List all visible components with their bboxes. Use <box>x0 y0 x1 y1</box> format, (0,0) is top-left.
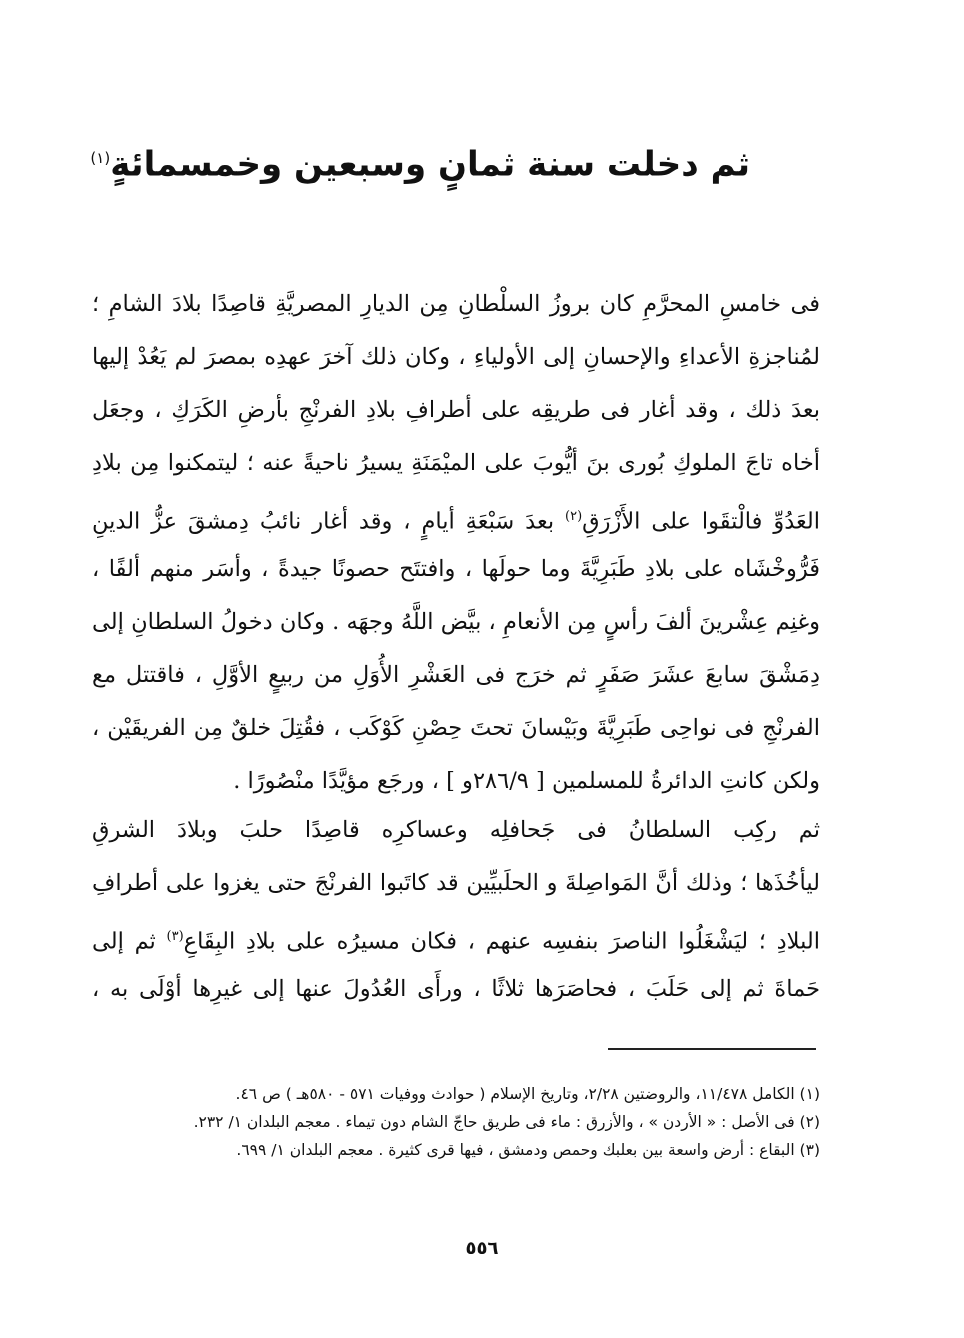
paragraph-2-line: حَماةَ ثم إلى حَلَبَ ، فحاصَرَها ثلاثًا ، ورأَى العُدُولَ عنها إلى غيرِها أوْلَى به ، <box>92 976 820 1002</box>
paragraph-1-line: فَرُّوخْشَاه على بلادِ طَبَرِيَّةَ وما حولَها ، وافتتَح حصونًا جيدةً ، وأسَر منهم ألفًا ، <box>92 556 820 582</box>
chapter-heading <box>90 128 750 194</box>
paragraph-1-line: أخاه تاجَ الملوكِ بُورى بنَ أيُّوبَ على الميْمَنَةِ يسيرُ ناحيةً عنه ؛ ليتمكنوا مِن بلادِ <box>92 450 820 476</box>
line-text: ثم إلى <box>92 928 167 955</box>
paragraph-1-line <box>92 490 820 543</box>
line-text: بعدَ سَبْعَةِ أيامٍ ، وقد أغار نائبُ دِمشقَ عزُّ الدينِ <box>92 508 566 535</box>
line-text: العَدُوِّ فالْتقَوا على الأَزْرَقِ <box>582 508 820 535</box>
footnote-1: (١) الكامل ١١/٤٧٨، والروضتين ٢/٢٨، وتاريخ الإسلام ( حوادث ووفيات ٥٧١ - ٥٨٠هـ ) ص ٤٦. <box>235 1085 820 1103</box>
footnote-ref-3: (٣) <box>166 929 184 944</box>
paragraph-2-line <box>92 910 820 963</box>
paragraph-1-line: الفرنْجِ فى نواحِى طَبَرِيَّةَ وبَيْسانَ تحتَ حِصْنِ كَوْكَب ، فقُتِلَ خلقٌ مِن الفريقَيْن ، <box>92 715 820 741</box>
paragraph-1-line: وغنِم عِشْرينَ ألفَ رأسٍ مِن الأنعامِ ، بيَّض اللَّهُ وجهَه . وكان دخولُ السلطانِ إلى <box>92 609 820 635</box>
footnote-2: (٢) فى الأصل : « الأردن » ، والأزرق : ماء فى طريق حاجّ الشام دون تيماء . معجم البلدان ١/ ٢٣٢. <box>193 1113 820 1131</box>
footnote-ref-2: (٢) <box>565 509 583 524</box>
paragraph-1-line: بعدَ ذلك ، وقد أغار فى طريقِه على أطرافِ بلادِ الفرنْجِ بأرضِ الكَرَكِ ، وجعَل <box>92 397 820 423</box>
heading-text: ثم دخلت سنة ثمانٍ وسبعين وخمسمائةٍ <box>110 144 750 185</box>
paragraph-1 <box>92 278 820 808</box>
heading-footnote-ref: (١) <box>90 149 111 167</box>
paragraph-1-line: دِمَشْقَ سابعَ عشَرَ صَفَرٍ ثم خرَج فى العَشْرِ الأُوَلِ من ربيعٍ الأوَّلِ ، فاقتتل مع <box>92 662 820 688</box>
footnotes <box>100 1080 820 1164</box>
paragraph-1-line: لمُناجزةِ الأعداءِ والإحسانِ إلى الأولياءِ ، وكان ذلك آخرَ عهدِه بمصرَ لم يَعُدْ إليها <box>92 344 820 370</box>
page-number: ٥٥٦ <box>465 1238 499 1259</box>
paragraph-2-line: ليأخُذَها ؛ وذلك أنَّ المَواصِلةَ و الحلَبيِّين قد كاتَبوا الفرنْجَ حتى يغزوا على أطرافِ <box>92 870 820 896</box>
footnote-3: (٣) البقاع : أرض واسعة بين بعلبك وحمص ودمشق ، فيها قرى كثيرة . معجم البلدان ١/ ٦٩٩. <box>236 1141 820 1159</box>
footnote-divider <box>608 1048 816 1050</box>
paragraph-1-line: ولكن كانتِ الدائرةُ للمسلمين [ ٢٨٦/٩و ] ، ورجَع مؤيَّدًا منْصُورًا . <box>233 768 820 794</box>
paragraph-2 <box>92 804 820 1016</box>
paragraph-2-line: ثم ركِب السلطانُ فى جَحافلِه وعساكرِه قاصِدًا حلبَ وبلادَ الشرقِ <box>92 817 820 843</box>
paragraph-1-line: فى خامسِ المحرَّمِ كان بروزُ السلْطانِ مِن الديارِ المصريَّةِ قاصِدًا بلادَ الشامِ ؛ <box>92 291 820 317</box>
line-text: البلادِ ؛ ليَشْغَلُوا الناصرَ بنفسِه عنهم ، فكان مسيرُه على بلادِ البِقَاعِ <box>183 928 820 955</box>
